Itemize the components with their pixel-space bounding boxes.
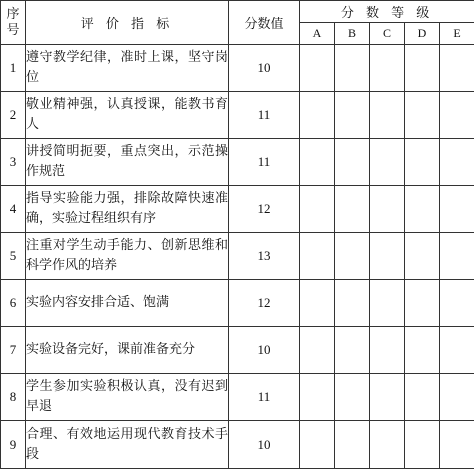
grade-cell-e[interactable]	[440, 280, 474, 327]
row-number: 4	[1, 186, 26, 233]
grade-cell-d[interactable]	[405, 233, 440, 280]
table-row	[1, 233, 474, 280]
grade-cell-e[interactable]	[440, 374, 474, 421]
header-grade-group: 分 数 等 级	[300, 1, 474, 23]
header-criteria: 评 价 指 标	[26, 1, 229, 45]
header-grade-b: B	[335, 23, 370, 45]
grade-cell-b[interactable]	[335, 327, 370, 374]
grade-cell-e[interactable]	[440, 45, 474, 92]
row-number: 3	[1, 139, 26, 186]
row-score: 10	[229, 45, 300, 92]
header-grade-e: E	[440, 23, 474, 45]
grade-cell-d[interactable]	[405, 327, 440, 374]
grade-cell-a[interactable]	[300, 139, 335, 186]
grade-cell-e[interactable]	[440, 186, 474, 233]
grade-cell-b[interactable]	[335, 186, 370, 233]
header-row	[1, 1, 474, 23]
row-criteria: 指导实验能力强，排除故障快速准确，实验过程组织有序	[26, 186, 229, 233]
row-score: 11	[229, 139, 300, 186]
grade-cell-b[interactable]	[335, 139, 370, 186]
row-criteria: 遵守教学纪律，准时上课，坚守岗位	[26, 45, 229, 92]
row-score: 12	[229, 280, 300, 327]
table-row	[1, 280, 474, 327]
header-grade-a: A	[300, 23, 335, 45]
header-score-value: 分数值	[229, 1, 300, 45]
grade-cell-e[interactable]	[440, 233, 474, 280]
row-score: 10	[229, 327, 300, 374]
grade-cell-b[interactable]	[335, 45, 370, 92]
grade-cell-d[interactable]	[405, 92, 440, 139]
grade-cell-c[interactable]	[370, 421, 405, 469]
row-number: 7	[1, 327, 26, 374]
grade-cell-c[interactable]	[370, 233, 405, 280]
table-row	[1, 92, 474, 139]
row-criteria: 注重对学生动手能力、创新思维和科学作风的培养	[26, 233, 229, 280]
header-grade-d: D	[405, 23, 440, 45]
table-row	[1, 421, 474, 469]
grade-cell-a[interactable]	[300, 374, 335, 421]
row-score: 12	[229, 186, 300, 233]
row-criteria: 学生参加实验积极认真，没有迟到早退	[26, 374, 229, 421]
table-row	[1, 139, 474, 186]
grade-cell-d[interactable]	[405, 280, 440, 327]
grade-cell-a[interactable]	[300, 280, 335, 327]
grade-cell-b[interactable]	[335, 421, 370, 469]
table-row	[1, 374, 474, 421]
grade-cell-d[interactable]	[405, 421, 440, 469]
grade-cell-c[interactable]	[370, 280, 405, 327]
grade-cell-d[interactable]	[405, 374, 440, 421]
grade-cell-b[interactable]	[335, 280, 370, 327]
table-row	[1, 186, 474, 233]
row-criteria: 实验内容安排合适、饱满	[26, 280, 229, 327]
row-number: 8	[1, 374, 26, 421]
grade-cell-a[interactable]	[300, 233, 335, 280]
grade-cell-a[interactable]	[300, 92, 335, 139]
row-number: 2	[1, 92, 26, 139]
grade-cell-d[interactable]	[405, 139, 440, 186]
grade-cell-b[interactable]	[335, 233, 370, 280]
grade-cell-a[interactable]	[300, 421, 335, 469]
row-criteria: 讲授简明扼要，重点突出，示范操作规范	[26, 139, 229, 186]
grade-cell-c[interactable]	[370, 186, 405, 233]
row-number: 5	[1, 233, 26, 280]
grade-cell-b[interactable]	[335, 374, 370, 421]
header-grade-c: C	[370, 23, 405, 45]
grade-cell-e[interactable]	[440, 139, 474, 186]
grade-cell-c[interactable]	[370, 92, 405, 139]
header-serial-number: 序号	[1, 1, 26, 45]
row-score: 10	[229, 421, 300, 469]
row-number: 1	[1, 45, 26, 92]
row-number: 9	[1, 421, 26, 469]
row-number: 6	[1, 280, 26, 327]
grade-cell-c[interactable]	[370, 45, 405, 92]
row-score: 11	[229, 92, 300, 139]
grade-cell-b[interactable]	[335, 92, 370, 139]
grade-cell-c[interactable]	[370, 327, 405, 374]
row-score: 11	[229, 374, 300, 421]
grade-cell-d[interactable]	[405, 186, 440, 233]
row-criteria: 实验设备完好，课前准备充分	[26, 327, 229, 374]
row-score: 13	[229, 233, 300, 280]
grade-cell-a[interactable]	[300, 186, 335, 233]
grade-cell-a[interactable]	[300, 327, 335, 374]
grade-cell-d[interactable]	[405, 45, 440, 92]
table-row	[1, 327, 474, 374]
grade-cell-c[interactable]	[370, 139, 405, 186]
row-criteria: 敬业精神强，认真授课，能教书育人	[26, 92, 229, 139]
row-criteria: 合理、有效地运用现代教育技术手段	[26, 421, 229, 469]
grade-cell-e[interactable]	[440, 421, 474, 469]
grade-cell-a[interactable]	[300, 45, 335, 92]
table-row	[1, 45, 474, 92]
grade-cell-e[interactable]	[440, 92, 474, 139]
grade-cell-e[interactable]	[440, 327, 474, 374]
grade-cell-c[interactable]	[370, 374, 405, 421]
